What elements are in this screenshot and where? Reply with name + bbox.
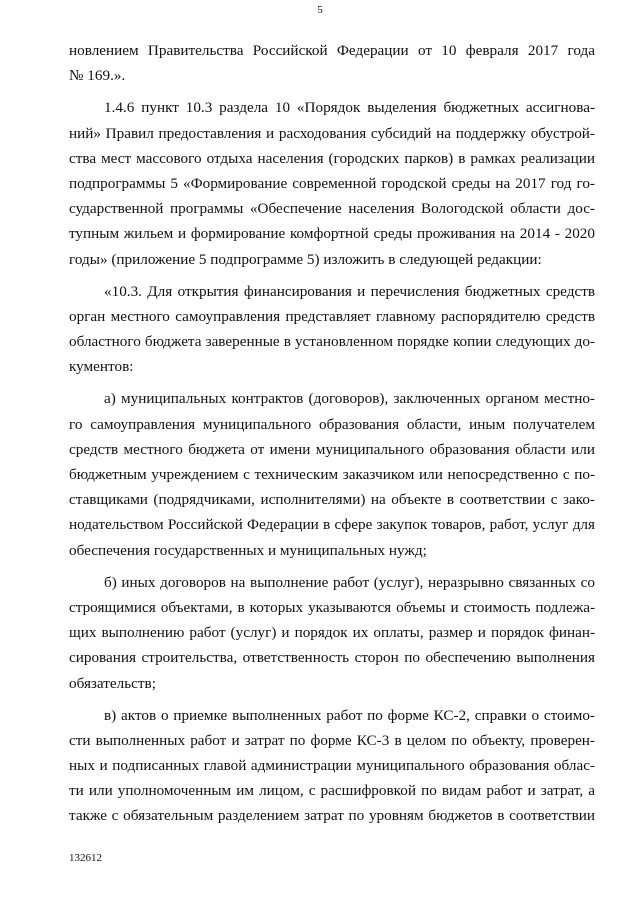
- text-line: обеспечения государственных и муниципальных нужд;: [69, 541, 427, 559]
- text-line: ний» Правил предоставления и расходования субсидий на поддержку обустрой-: [69, 124, 595, 142]
- page-number: 5: [317, 4, 323, 16]
- text-line: средств местного бюджета от имени муниципального образования области или: [69, 440, 595, 458]
- text-line: областного бюджета заверенные в установленном порядке копии следующих до-: [69, 333, 595, 351]
- text-line: а) муниципальных контрактов (договоров), заключенных органом местно-: [104, 390, 595, 408]
- text-line: «10.3. Для открытия финансирования и перечисления бюджетных средств: [104, 282, 595, 300]
- text-line: б) иных договоров на выполнение работ (услуг), неразрывно связанных со: [104, 573, 595, 591]
- text-line: го самоуправления муниципального образования области, иным получателем: [69, 415, 595, 433]
- text-line: кументов:: [69, 358, 134, 376]
- text-line: сударственной программы «Обеспечение населения Вологодской области дос-: [69, 200, 595, 218]
- text-line: строящимися объектами, в которых указываются объемы и стоимость подлежа-: [69, 598, 595, 616]
- text-line: 1.4.6 пункт 10.3 раздела 10 «Порядок выделения бюджетных ассигнова-: [104, 99, 595, 117]
- text-line: щих выполнению работ (услуг) и порядок их оплаты, размер и порядок финан-: [69, 624, 595, 642]
- text-line: тупным жильем и формирование комфортной среды проживания на 2014 - 2020: [69, 225, 595, 243]
- text-line: новлением Правительства Российской Федерации от 10 февраля 2017 года: [69, 42, 595, 59]
- text-line: № 169.».: [69, 67, 126, 85]
- text-line: обязательств;: [69, 674, 156, 692]
- text-line: нодательством Российской Федерации в сфере закупок товаров, работ, услуг для: [69, 516, 595, 534]
- document-code: 132612: [69, 852, 102, 864]
- text-line: в) актов о приемке выполненных работ по форме КС-2, справки о стоимо-: [104, 706, 595, 724]
- text-line: орган местного самоуправления представляет главному распорядителю средств: [69, 307, 595, 325]
- text-line: также с обязательным разделением затрат по уровням бюджетов в соответствии: [69, 807, 595, 825]
- text-line: сирования строительства, ответственность сторон по обеспечению выполнения: [69, 649, 595, 667]
- text-line: подпрограммы 5 «Формирование современной городской среды на 2017 год го-: [69, 174, 595, 192]
- document-body: [69, 38, 595, 829]
- text-line: сти выполненных работ и затрат по форме КС-3 в целом по объекту, проверен-: [69, 731, 595, 749]
- text-line: ства мест массового отдыха населения (городских парков) в рамках реализации: [69, 149, 595, 167]
- text-line: ных и подписанных главой администрации муниципального образования облас-: [69, 757, 595, 775]
- text-line: годы» (приложение 5 подпрограмме 5) изложить в следующей редакции:: [69, 250, 542, 268]
- text-line: ти или уполномоченным им лицом, с расшифровкой по видам работ и затрат, а: [69, 782, 595, 800]
- text-line: ставщиками (подрядчиками, исполнителями) на объекте в соответствии с зако-: [69, 491, 595, 509]
- text-line: бюджетным учреждением с техническим заказчиком или непосредственно с по-: [69, 466, 595, 483]
